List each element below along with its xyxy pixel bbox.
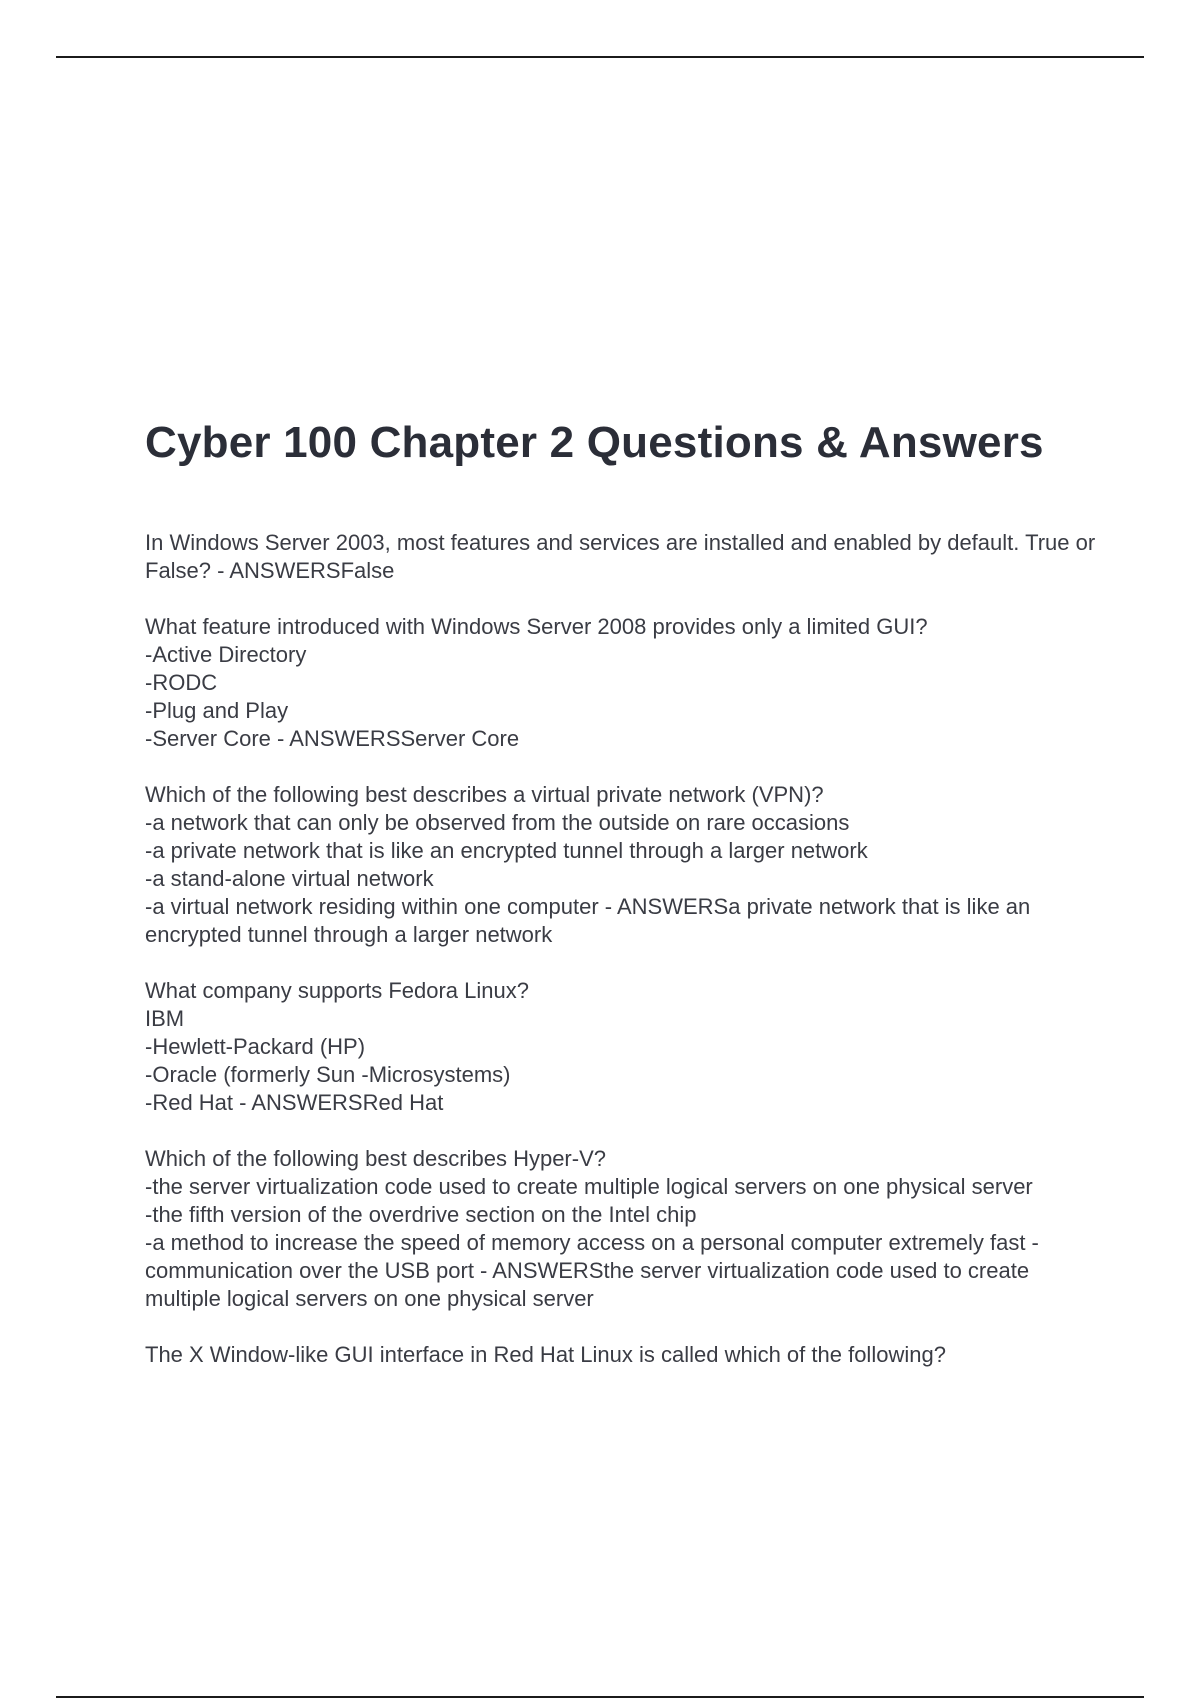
qa-line: In Windows Server 2003, most features and services are installed and enabled by default. True or False? - ANSWERSFalse <box>145 530 1096 583</box>
qa-line: -Oracle (formerly Sun -Microsystems) <box>145 1062 511 1087</box>
qa-entry-5 <box>145 1145 1105 1313</box>
qa-line: -the server virtualization code used to create multiple logical servers on one physical server <box>145 1174 1033 1199</box>
document-title: Cyber 100 Chapter 2 Questions & Answers <box>145 418 1044 467</box>
qa-line: The X Window-like GUI interface in Red Hat Linux is called which of the following? <box>145 1342 946 1367</box>
qa-list <box>145 529 1105 1369</box>
qa-line: -Server Core - ANSWERSServer Core <box>145 726 520 751</box>
qa-entry-4 <box>145 977 1105 1117</box>
qa-line: -a stand-alone virtual network <box>145 866 434 891</box>
qa-line: -RODC <box>145 670 218 695</box>
qa-entry-3 <box>145 781 1105 949</box>
bottom-rule <box>56 1696 1144 1698</box>
qa-line: Which of the following best describes a virtual private network (VPN)? <box>145 782 824 807</box>
qa-line: What feature introduced with Windows Server 2008 provides only a limited GUI? <box>145 614 928 639</box>
qa-line: -Red Hat - ANSWERSRed Hat <box>145 1090 444 1115</box>
qa-line: -a private network that is like an encrypted tunnel through a larger network <box>145 838 868 863</box>
qa-line: IBM <box>145 1006 185 1031</box>
qa-line: -a virtual network residing within one computer - ANSWERSa private network that is like an encrypted tunnel through a larger network <box>145 894 1031 947</box>
top-rule <box>56 56 1144 58</box>
qa-line: -Hewlett-Packard (HP) <box>145 1034 366 1059</box>
qa-entry-2 <box>145 613 1105 753</box>
qa-line: What company supports Fedora Linux? <box>145 978 529 1003</box>
qa-entry-1 <box>145 529 1105 585</box>
qa-line: -Active Directory <box>145 642 307 667</box>
qa-line: -the fifth version of the overdrive section on the Intel chip <box>145 1202 697 1227</box>
qa-entry-6 <box>145 1341 1105 1369</box>
qa-line: -a network that can only be observed from the outside on rare occasions <box>145 810 850 835</box>
document-body <box>145 415 1105 1397</box>
qa-line: -Plug and Play <box>145 698 289 723</box>
qa-line: -a method to increase the speed of memory access on a personal computer extremely fast -communication over the USB port - ANSWERSthe server virtualization code used to create multiple logical servers on one physical server <box>145 1230 1039 1311</box>
qa-line: Which of the following best describes Hyper-V? <box>145 1146 606 1171</box>
